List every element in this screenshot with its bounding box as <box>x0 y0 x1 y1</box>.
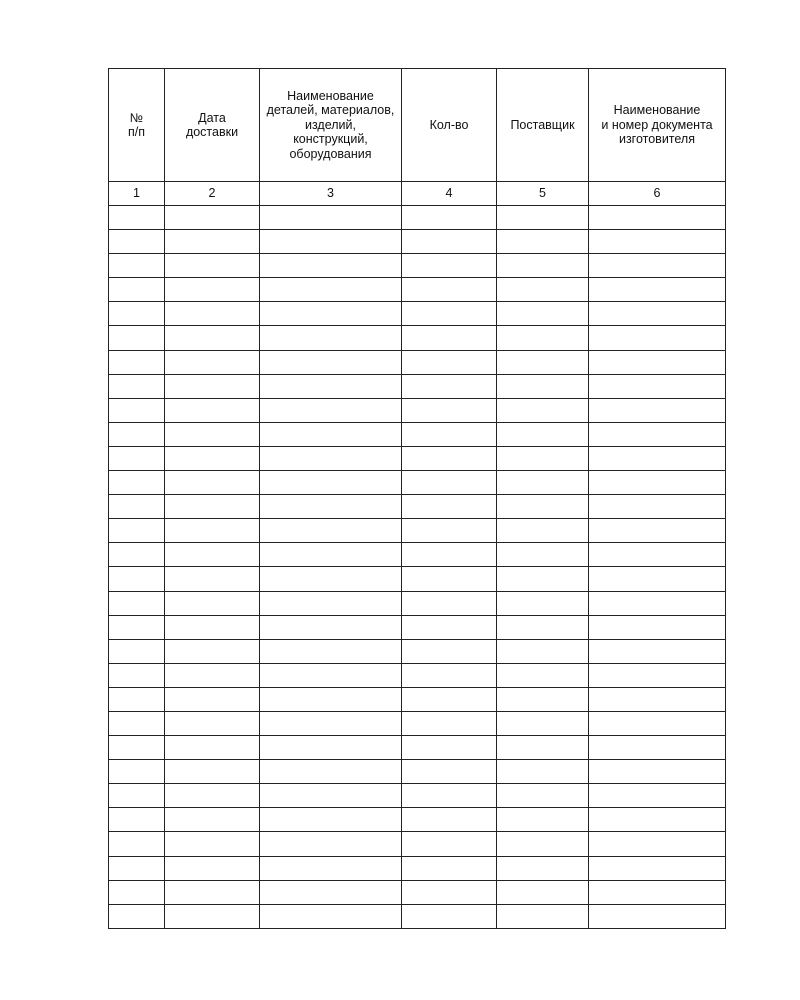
table-row <box>109 639 726 663</box>
table-cell[interactable] <box>402 567 497 591</box>
table-cell[interactable] <box>402 687 497 711</box>
table-cell[interactable] <box>402 374 497 398</box>
table-row <box>109 350 726 374</box>
table-cell[interactable] <box>589 760 726 784</box>
table-cell[interactable] <box>260 856 402 880</box>
table-cell[interactable] <box>165 808 260 832</box>
header-cell-manufacturer-document: Наименование и номер документа изготовителя <box>589 69 726 182</box>
table-cell[interactable] <box>589 639 726 663</box>
delivery-journal-table <box>108 68 726 929</box>
table-cell[interactable] <box>497 398 589 422</box>
table-cell[interactable] <box>109 446 165 470</box>
table-cell[interactable] <box>260 471 402 495</box>
table-cell[interactable] <box>109 398 165 422</box>
column-number: 1 <box>109 182 165 206</box>
table-cell[interactable] <box>497 206 589 230</box>
header-cell-delivery-date: Дата доставки <box>165 69 260 182</box>
table-cell[interactable] <box>497 471 589 495</box>
table-cell[interactable] <box>497 254 589 278</box>
table-body <box>109 206 726 929</box>
table-row <box>109 808 726 832</box>
table-cell[interactable] <box>497 736 589 760</box>
table-cell[interactable] <box>260 663 402 687</box>
table-cell[interactable] <box>589 880 726 904</box>
column-number: 5 <box>497 182 589 206</box>
table-cell[interactable] <box>109 374 165 398</box>
table-cell[interactable] <box>589 302 726 326</box>
table-cell[interactable] <box>109 230 165 254</box>
table-cell[interactable] <box>402 615 497 639</box>
table-cell[interactable] <box>165 567 260 591</box>
table-cell[interactable] <box>589 832 726 856</box>
table-cell[interactable] <box>165 736 260 760</box>
table-cell[interactable] <box>165 350 260 374</box>
table-cell[interactable] <box>260 446 402 470</box>
table-cell[interactable] <box>589 446 726 470</box>
table-row <box>109 904 726 928</box>
table-cell[interactable] <box>402 422 497 446</box>
table-cell[interactable] <box>589 591 726 615</box>
table-cell[interactable] <box>109 687 165 711</box>
table-row <box>109 736 726 760</box>
table-cell[interactable] <box>260 880 402 904</box>
table-cell[interactable] <box>497 784 589 808</box>
table-cell[interactable] <box>402 543 497 567</box>
table-cell[interactable] <box>497 230 589 254</box>
table-cell[interactable] <box>589 422 726 446</box>
column-number: 6 <box>589 182 726 206</box>
table-cell[interactable] <box>165 326 260 350</box>
table-cell[interactable] <box>402 302 497 326</box>
table-cell[interactable] <box>165 519 260 543</box>
table-cell[interactable] <box>109 808 165 832</box>
table-cell[interactable] <box>165 880 260 904</box>
table-cell[interactable] <box>402 471 497 495</box>
table-row <box>109 374 726 398</box>
table-cell[interactable] <box>165 856 260 880</box>
table-cell[interactable] <box>497 422 589 446</box>
column-number-row <box>109 182 726 206</box>
table-cell[interactable] <box>402 784 497 808</box>
table-cell[interactable] <box>260 422 402 446</box>
table-cell[interactable] <box>260 711 402 735</box>
table-cell[interactable] <box>589 687 726 711</box>
table-row <box>109 856 726 880</box>
table-cell[interactable] <box>589 808 726 832</box>
header-cell-number: № п/п <box>109 69 165 182</box>
table-cell[interactable] <box>109 663 165 687</box>
table-cell[interactable] <box>589 615 726 639</box>
table-cell[interactable] <box>402 760 497 784</box>
table-cell[interactable] <box>402 230 497 254</box>
table-cell[interactable] <box>260 687 402 711</box>
header-cell-supplier: Поставщик <box>497 69 589 182</box>
table-cell[interactable] <box>165 760 260 784</box>
table-cell[interactable] <box>109 711 165 735</box>
table-row <box>109 302 726 326</box>
table-cell[interactable] <box>402 326 497 350</box>
table-cell[interactable] <box>402 519 497 543</box>
header-row <box>109 69 726 182</box>
table-row <box>109 495 726 519</box>
table-cell[interactable] <box>165 230 260 254</box>
table-cell[interactable] <box>497 832 589 856</box>
table-cell[interactable] <box>497 639 589 663</box>
table-row <box>109 519 726 543</box>
table-cell[interactable] <box>109 206 165 230</box>
table-cell[interactable] <box>402 663 497 687</box>
table-row <box>109 543 726 567</box>
table-cell[interactable] <box>589 471 726 495</box>
table-cell[interactable] <box>165 832 260 856</box>
table-cell[interactable] <box>402 254 497 278</box>
table-cell[interactable] <box>260 832 402 856</box>
table-cell[interactable] <box>402 398 497 422</box>
table-cell[interactable] <box>165 615 260 639</box>
table-cell[interactable] <box>402 904 497 928</box>
table-cell[interactable] <box>402 856 497 880</box>
table-cell[interactable] <box>109 760 165 784</box>
table-cell[interactable] <box>260 543 402 567</box>
table-row <box>109 230 726 254</box>
table-cell[interactable] <box>109 422 165 446</box>
table-cell[interactable] <box>589 543 726 567</box>
table-cell[interactable] <box>497 615 589 639</box>
table-cell[interactable] <box>260 639 402 663</box>
table-cell[interactable] <box>497 591 589 615</box>
table-cell[interactable] <box>260 591 402 615</box>
table-row <box>109 663 726 687</box>
table-row <box>109 254 726 278</box>
table-cell[interactable] <box>589 326 726 350</box>
table-cell[interactable] <box>260 808 402 832</box>
table-cell[interactable] <box>589 663 726 687</box>
table-row <box>109 711 726 735</box>
table-cell[interactable] <box>589 711 726 735</box>
table-cell[interactable] <box>165 639 260 663</box>
table-cell[interactable] <box>260 495 402 519</box>
table-cell[interactable] <box>589 230 726 254</box>
table-cell[interactable] <box>402 591 497 615</box>
table-cell[interactable] <box>589 350 726 374</box>
table-cell[interactable] <box>165 687 260 711</box>
table-cell[interactable] <box>109 567 165 591</box>
table-row <box>109 326 726 350</box>
table-cell[interactable] <box>402 832 497 856</box>
table-cell[interactable] <box>497 374 589 398</box>
column-number: 4 <box>402 182 497 206</box>
table-cell[interactable] <box>109 736 165 760</box>
table-cell[interactable] <box>109 591 165 615</box>
table-row <box>109 567 726 591</box>
table-cell[interactable] <box>260 254 402 278</box>
table-cell[interactable] <box>165 591 260 615</box>
table-cell[interactable] <box>589 519 726 543</box>
table-cell[interactable] <box>497 350 589 374</box>
table-cell[interactable] <box>497 760 589 784</box>
table-cell[interactable] <box>402 278 497 302</box>
table-cell[interactable] <box>497 904 589 928</box>
table-cell[interactable] <box>165 711 260 735</box>
table-row <box>109 784 726 808</box>
table-cell[interactable] <box>497 567 589 591</box>
table-cell[interactable] <box>589 495 726 519</box>
table-cell[interactable] <box>260 736 402 760</box>
table-cell[interactable] <box>260 326 402 350</box>
table-cell[interactable] <box>497 326 589 350</box>
table-cell[interactable] <box>109 326 165 350</box>
table-cell[interactable] <box>497 808 589 832</box>
table-cell[interactable] <box>109 302 165 326</box>
table-cell[interactable] <box>165 398 260 422</box>
table-cell[interactable] <box>109 904 165 928</box>
table-cell[interactable] <box>109 471 165 495</box>
table-cell[interactable] <box>109 543 165 567</box>
table-cell[interactable] <box>402 736 497 760</box>
table-cell[interactable] <box>109 639 165 663</box>
header-cell-quantity: Кол-во <box>402 69 497 182</box>
table-cell[interactable] <box>497 495 589 519</box>
table-cell[interactable] <box>402 206 497 230</box>
table-cell[interactable] <box>260 278 402 302</box>
table-row <box>109 446 726 470</box>
table-cell[interactable] <box>497 446 589 470</box>
table-cell[interactable] <box>109 615 165 639</box>
table-cell[interactable] <box>402 446 497 470</box>
table-row <box>109 278 726 302</box>
table-cell[interactable] <box>589 904 726 928</box>
table-cell[interactable] <box>589 567 726 591</box>
table-cell[interactable] <box>165 302 260 326</box>
table-cell[interactable] <box>402 808 497 832</box>
table-cell[interactable] <box>165 254 260 278</box>
table-cell[interactable] <box>260 350 402 374</box>
table-cell[interactable] <box>165 543 260 567</box>
table-cell[interactable] <box>165 663 260 687</box>
table-cell[interactable] <box>165 422 260 446</box>
table-cell[interactable] <box>589 254 726 278</box>
table-cell[interactable] <box>165 904 260 928</box>
table-row <box>109 471 726 495</box>
table-cell[interactable] <box>497 663 589 687</box>
column-number: 3 <box>260 182 402 206</box>
table-cell[interactable] <box>497 278 589 302</box>
table-cell[interactable] <box>165 495 260 519</box>
table-cell[interactable] <box>260 206 402 230</box>
table-cell[interactable] <box>260 519 402 543</box>
table-cell[interactable] <box>165 784 260 808</box>
table-cell[interactable] <box>260 302 402 326</box>
table-cell[interactable] <box>260 567 402 591</box>
table-cell[interactable] <box>260 615 402 639</box>
table-cell[interactable] <box>402 495 497 519</box>
table-cell[interactable] <box>109 350 165 374</box>
table-row <box>109 591 726 615</box>
table-cell[interactable] <box>497 687 589 711</box>
table-cell[interactable] <box>497 711 589 735</box>
table-cell[interactable] <box>402 711 497 735</box>
table-cell[interactable] <box>402 639 497 663</box>
table-cell[interactable] <box>109 880 165 904</box>
table-cell[interactable] <box>589 398 726 422</box>
table-cell[interactable] <box>589 784 726 808</box>
table-cell[interactable] <box>402 350 497 374</box>
table-cell[interactable] <box>497 856 589 880</box>
table-cell[interactable] <box>109 832 165 856</box>
table-row <box>109 398 726 422</box>
table-cell[interactable] <box>165 446 260 470</box>
table-cell[interactable] <box>109 856 165 880</box>
table-cell[interactable] <box>589 206 726 230</box>
table-cell[interactable] <box>165 471 260 495</box>
table-cell[interactable] <box>589 278 726 302</box>
table-row <box>109 206 726 230</box>
table-row <box>109 687 726 711</box>
table-cell[interactable] <box>109 254 165 278</box>
table-cell[interactable] <box>260 760 402 784</box>
table-row <box>109 615 726 639</box>
table-row <box>109 832 726 856</box>
header-cell-item-name: Наименование деталей, материалов, изделий, конструкций, оборудования <box>260 69 402 182</box>
table-cell[interactable] <box>109 278 165 302</box>
table-cell[interactable] <box>589 374 726 398</box>
table-cell[interactable] <box>260 784 402 808</box>
table-row <box>109 880 726 904</box>
table-cell[interactable] <box>497 543 589 567</box>
table-cell[interactable] <box>260 374 402 398</box>
table-row <box>109 422 726 446</box>
table-cell[interactable] <box>109 519 165 543</box>
table-cell[interactable] <box>497 519 589 543</box>
table-cell[interactable] <box>497 302 589 326</box>
table-cell[interactable] <box>165 206 260 230</box>
table-cell[interactable] <box>109 784 165 808</box>
table-cell[interactable] <box>589 736 726 760</box>
table-cell[interactable] <box>260 904 402 928</box>
table-cell[interactable] <box>260 398 402 422</box>
table-row <box>109 760 726 784</box>
table-cell[interactable] <box>260 230 402 254</box>
table-cell[interactable] <box>165 374 260 398</box>
table-cell[interactable] <box>402 880 497 904</box>
table-cell[interactable] <box>589 856 726 880</box>
table-cell[interactable] <box>497 880 589 904</box>
table-cell[interactable] <box>165 278 260 302</box>
column-number: 2 <box>165 182 260 206</box>
table-cell[interactable] <box>109 495 165 519</box>
